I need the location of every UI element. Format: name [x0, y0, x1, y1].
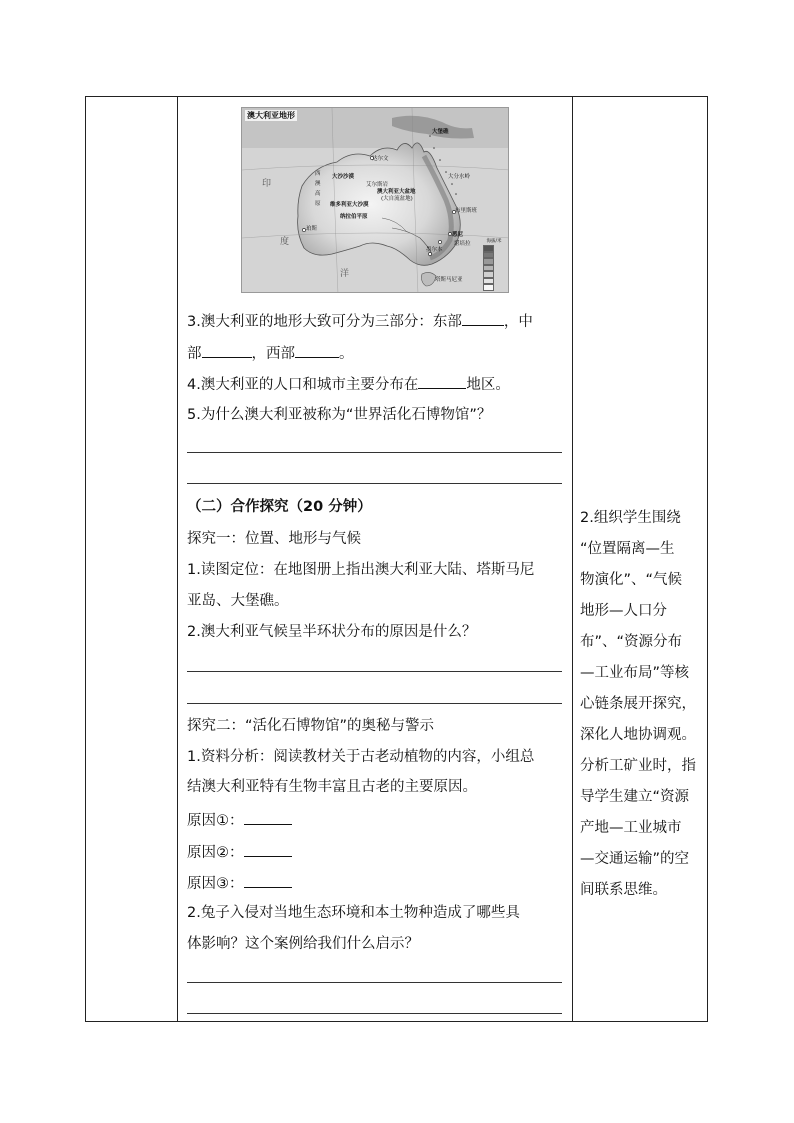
map-label-victoria-desert: 维多利亚大沙漠	[330, 202, 369, 208]
map-elevation-legend	[481, 238, 507, 290]
question-4: 4.澳大利亚的人口和城市主要分布在 地区。	[187, 377, 510, 393]
question-5: 5.为什么澳大利亚被称为“世界活化石博物馆”？	[187, 407, 492, 423]
map-label-tasmania: 塔斯马尼亚	[435, 277, 463, 283]
side-note-line: 2.组织学生围绕	[580, 510, 681, 526]
answer-line[interactable]	[187, 982, 562, 983]
side-note-line: —工业布局”等核	[580, 665, 690, 681]
inquiry-2-question-1-line-1: 1.资料分析：阅读教材关于古老动植物的内容，小组总	[187, 749, 535, 765]
column-divider-right	[572, 96, 573, 1022]
map-label-ayers-rock: 艾尔斯岩	[366, 182, 389, 188]
side-note-line: 间联系思维。	[580, 882, 667, 898]
side-note-line: 布”、“资源分布	[580, 634, 683, 650]
map-label-west: 西	[315, 171, 321, 177]
answer-line[interactable]	[187, 703, 562, 704]
map-label-canberra: 堪培拉	[454, 241, 471, 247]
answer-blank-west[interactable]	[295, 345, 339, 358]
answer-line[interactable]	[187, 452, 562, 453]
map-label-nullarbor-plain: 纳拉伯平原	[340, 214, 368, 220]
reason-2: 原因②：	[187, 844, 292, 861]
section-heading-cooperative-inquiry: （二）合作探究（20 分钟）	[187, 499, 372, 515]
map-label-sydney: 悉尼	[452, 232, 464, 238]
answer-line[interactable]	[187, 1013, 562, 1014]
side-note-line: “位置隔离—生	[580, 541, 675, 557]
legend-swatch	[483, 284, 494, 291]
map-label-great-dividing-range: 大分水岭	[448, 174, 471, 180]
side-note-line: 导学生建立“资源	[580, 789, 690, 805]
answer-blank-distribution[interactable]	[418, 376, 466, 389]
inquiry-2-question-2-line-1: 2.兔子入侵对当地生态环境和本土物种造成了哪些具	[187, 905, 520, 921]
answer-blank-east[interactable]	[462, 313, 504, 326]
side-note-line: —交通运输”的空	[580, 851, 690, 867]
inquiry-1-question-1-line-1: 1.读图定位：在地图册上指出澳大利亚大陆、塔斯马尼	[187, 562, 535, 578]
side-note-line: 产地—工业城市	[580, 820, 682, 836]
answer-line[interactable]	[187, 671, 562, 672]
inquiry-1-title: 探究一：位置、地形与气候	[187, 531, 361, 547]
inquiry-1-question-1-line-2: 亚岛、大堡礁。	[187, 593, 289, 609]
inquiry-2-title: 探究二：“活化石博物馆”的奥秘与警示	[187, 718, 435, 734]
map-title: 澳大利亚地形	[247, 111, 295, 120]
map-label-perth: 珀斯	[306, 226, 318, 232]
side-note-line: 地形—人口分	[580, 603, 667, 619]
map-label-melbourne: 墨尔本	[426, 247, 443, 253]
reason-3: 原因③：	[187, 875, 292, 892]
inquiry-2-question-1-line-2: 结澳大利亚特有生物丰富且古老的主要原因。	[187, 779, 477, 795]
inquiry-1-question-2: 2.澳大利亚气候呈半环状分布的原因是什么？	[187, 624, 477, 640]
map-label-darwin: 达尔文	[372, 156, 389, 162]
answer-blank-middle[interactable]	[202, 345, 252, 358]
column-divider-left	[177, 96, 178, 1022]
map-label-great-artesian-basin: 澳大利亚大盆地	[377, 189, 416, 195]
answer-blank-reason-1[interactable]	[244, 812, 292, 825]
answer-line[interactable]	[187, 483, 562, 484]
map-label-yuan: 原	[315, 201, 321, 207]
map-label-indian-ocean-3: 洋	[340, 269, 350, 279]
map-label-artesian-sub: (大自流盆地)	[381, 196, 413, 202]
question-3-line-2: 部 ，西部 。	[187, 346, 354, 362]
side-note-line: 深化人地协调观。	[580, 727, 696, 743]
australia-terrain-map	[241, 107, 509, 293]
map-label-indian-ocean-1: 印	[262, 179, 272, 189]
map-label-indian-ocean-2: 度	[280, 237, 290, 247]
inquiry-2-question-2-line-2: 体影响？这个案例给我们什么启示？	[187, 936, 419, 952]
reason-1: 原因①：	[187, 812, 292, 829]
answer-blank-reason-3[interactable]	[244, 875, 292, 888]
map-label-great-barrier-reef: 大堡礁	[432, 129, 449, 135]
side-note-line: 物演化”、“气候	[580, 572, 683, 588]
map-label-great-sandy-desert: 大沙沙漠	[332, 174, 355, 180]
side-note-line: 分析工矿业时，指	[580, 758, 696, 774]
legend-title: 海拔/米	[486, 239, 502, 244]
question-3-line-1: 3.澳大利亚的地形大致可分为三部分：东部 ，中	[187, 314, 533, 330]
answer-blank-reason-2[interactable]	[244, 844, 292, 857]
side-note-line: 心链条展开探究，	[580, 696, 696, 712]
map-label-aus: 澳	[315, 181, 321, 187]
map-label-brisbane: 布里斯班	[455, 208, 478, 214]
map-label-plateau: 高	[315, 191, 321, 197]
map-graphic	[242, 108, 509, 293]
